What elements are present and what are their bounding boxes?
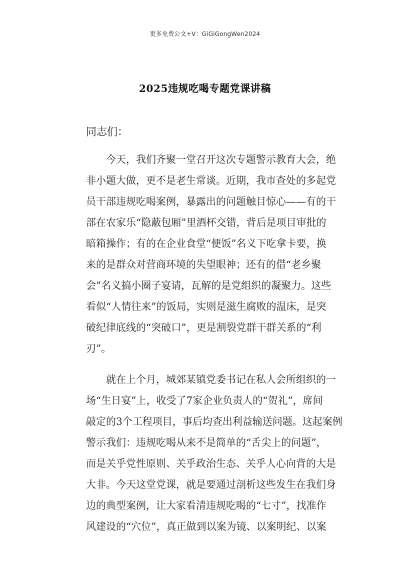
text-line: 来的是群众对营商环境的失望眼神；还有的借“老乡聚 bbox=[86, 260, 322, 271]
text-line: 场“生日宴”上，收受了7家企业负责人的“贺礼”，席间 bbox=[86, 396, 323, 407]
text-line: 非小题大做，更不是老生常谈。近期，我市查处的多起党 bbox=[86, 176, 336, 187]
text-line: 风建设的“穴位”，真正做到以案为镜、以案明纪、以案 bbox=[86, 522, 327, 533]
text-line: 暗箱操作；有的在企业食堂“便饭”名义下吃拿卡要，换 bbox=[86, 239, 327, 250]
text-line: 而是关乎党性原则、关乎政治生态、关乎人心向背的大是 bbox=[86, 459, 336, 470]
paragraph-1 bbox=[86, 150, 362, 360]
text-line: 员干部违规吃喝案例，暴露出的问题触目惊心——有的干 bbox=[86, 197, 336, 208]
header-watermark: 更多免费公文+V：GiGiGongWen2024 bbox=[149, 31, 261, 38]
text-line: 今天，我们齐聚一堂召开这次专题警示教育大会，绝 bbox=[106, 155, 336, 166]
text-line: 部在农家乐“隐蔽包厢”里酒杯交错，背后是项目审批的 bbox=[86, 218, 327, 229]
document-title: 2025违规吃喝专题党课讲稿 bbox=[138, 84, 272, 95]
document-body bbox=[86, 150, 362, 538]
text-line: 敲定的3个工程项目，事后均查出利益输送问题。这起案例 bbox=[86, 417, 343, 428]
text-line: 破纪律底线的“突破口”，更是割裂党群干群关系的“利 bbox=[86, 323, 322, 334]
text-line: 大非。今天这堂党课，就是要通过剖析这些发生在我们身 bbox=[86, 480, 336, 491]
text-line: 警示我们：违规吃喝从来不是简单的“舌尖上的问题”， bbox=[86, 438, 327, 449]
paragraph-2 bbox=[86, 370, 362, 538]
text-line: 刃”。 bbox=[86, 344, 112, 355]
text-line: 看似“人情往来”的饭局，实则是滋生腐败的温床，是突 bbox=[86, 302, 327, 313]
text-line: 就在上个月，城郊某镇党委书记在私人会所组织的一 bbox=[106, 375, 336, 386]
greeting: 同志们： bbox=[86, 126, 128, 138]
text-line: 边的典型案例，让大家看清违规吃喝的“七寸”，找准作 bbox=[86, 501, 327, 512]
text-line: 会”名义搞小圈子宴请，瓦解的是党组织的凝聚力。这些 bbox=[86, 281, 332, 292]
paragraph-gap bbox=[86, 360, 362, 370]
